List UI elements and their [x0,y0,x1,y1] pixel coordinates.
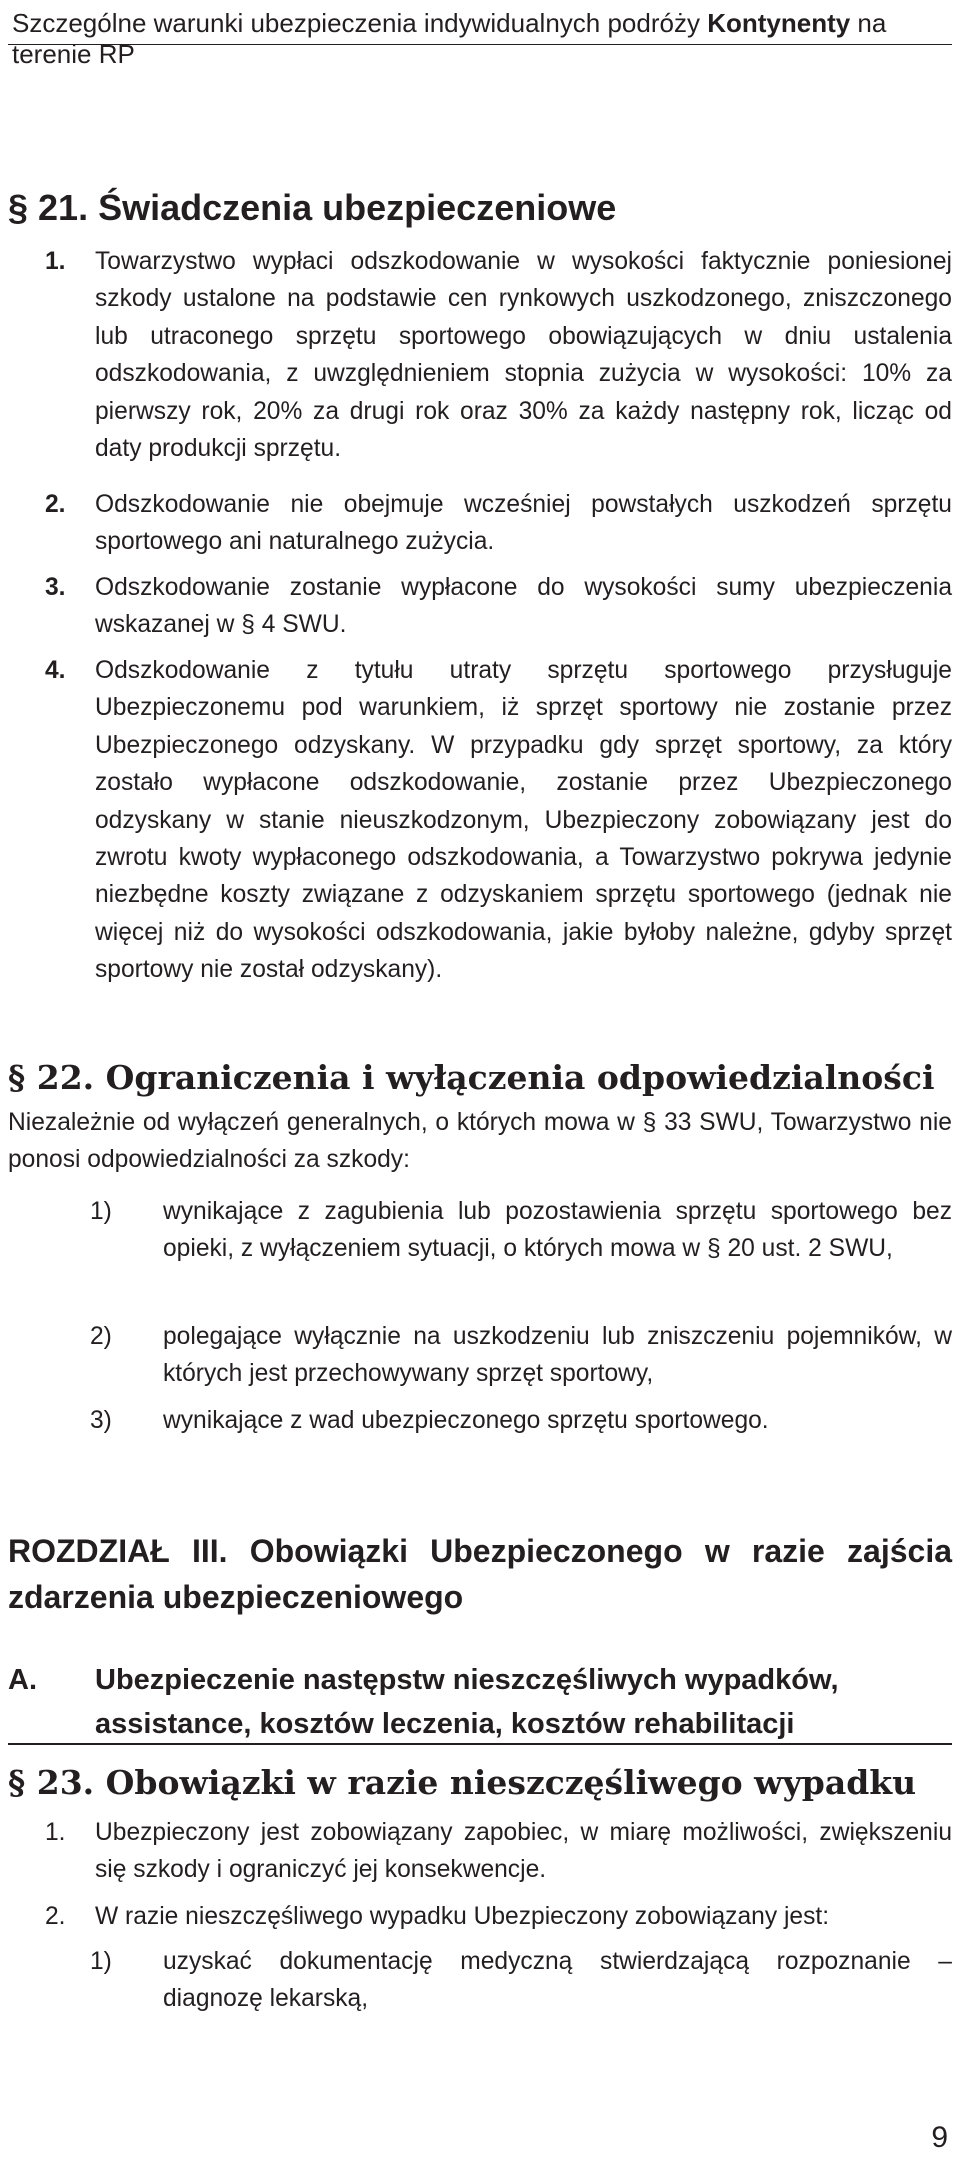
section-22-intro: Niezależnie od wyłączeń generalnych, o których mowa w § 33 SWU, Towarzystwo nie ponosi odpowiedzialności za szkody: [8,1109,952,1174]
section-21-item-2: Odszkodowanie nie obejmuje wcześniej powstałych uszkodzeń sprzętu sportowego ani naturalnego zużycia. [95,491,952,556]
section-22-title: § 22. Ograniczenia i wyłączenia odpowiedzialności [8,1058,935,1097]
part-a-title: Ubezpieczenie następstw nieszczęśliwych wypadków, assistance, kosztów leczenia, kosztów rehabilitacji [95,1664,839,1740]
item-number: 1) [90,1198,112,1225]
item-number: 2. [45,1903,66,1930]
section-22-item-3: wynikające z wad ubezpieczonego sprzętu sportowego. [163,1407,769,1434]
running-title-suffix: na terenie RP [12,8,887,69]
item-number: 4. [45,657,66,684]
item-number: 3. [45,574,66,601]
item-number: 1. [45,248,66,275]
item-number: 3) [90,1407,112,1434]
section-22-item-2: polegające wyłącznie na uszkodzeniu lub zniszczeniu pojemników, w których jest przechowywany sprzęt sportowy, [163,1323,952,1388]
running-header [12,8,960,70]
section-23-title: § 23. Obowiązki w razie nieszczęśliwego wypadku [8,1763,917,1802]
section-23-item-1: Ubezpieczony jest zobowiązany zapobiec, w miarę możliwości, zwiększeniu się szkody i ograniczyć jej konsekwencje. [95,1819,952,1884]
item-number: 2) [90,1323,112,1350]
running-title-brand: Kontynenty [707,8,851,38]
item-number: 1. [45,1819,66,1846]
section-23-item-2: W razie nieszczęśliwego wypadku Ubezpieczony zobowiązany jest: [95,1903,830,1930]
item-number: 2. [45,491,66,518]
part-a-letter: A. [8,1664,37,1696]
chapter-3-title: ROZDZIAŁ III. Obowiązki Ubezpieczonego w razie zajścia zdarzenia ubezpieczeniowego [8,1533,952,1615]
part-a-rule [8,1743,952,1745]
section-23-subitem-1: uzyskać dokumentację medyczną stwierdzającą rozpoznanie – diagnozę lekarską, [163,1948,952,2013]
running-title-prefix: Szczególne warunki ubezpieczenia indywidualnych podróży [12,8,708,38]
section-22-item-1: wynikające z zagubienia lub pozostawienia sprzętu sportowego bez opieki, z wyłączeniem sytuacji, o których mowa w § 20 ust. 2 SWU, [163,1198,952,1263]
section-21-title: § 21. Świadczenia ubezpieczeniowe [8,187,617,228]
section-21-item-1: Towarzystwo wypłaci odszkodowanie w wysokości faktycznie poniesionej szkody ustalone na podstawie cen rynkowych uszkodzonego, zniszczonego lub utraconego sprzętu sportowego obowiązujących w dniu ustalenia odszkodowania, z uwzględnieniem stopnia zużycia w wysokości: 10% za pierwszy rok, 20% za drugi rok oraz 30% za każdy następny rok, licząc od daty produkcji sprzętu. [95,248,952,463]
item-number: 1) [90,1948,112,1975]
section-21-item-3: Odszkodowanie zostanie wypłacone do wysokości sumy ubezpieczenia wskazanej w § 4 SWU. [95,574,952,639]
section-21-item-4: Odszkodowanie z tytułu utraty sprzętu sportowego przysługuje Ubezpieczonemu pod warunkiem, iż sprzęt sportowy nie zostanie przez Ubezpieczonego odzyskany. W przypadku gdy sprzęt sportowy, za który zostało wypłacone odszkodowanie, zostanie przez Ubezpieczonego odzyskany w stanie nieuszkodzonym, Ubezpieczony zobowiązany jest do zwrotu kwoty wypłaconego odszkodowania, a Towarzystwo pokrywa jedynie niezbędne koszty związane z odzyskaniem sprzętu sportowego (jednak nie więcej niż do wysokości odszkodowania, jakie byłoby należne, gdyby sprzęt sportowy nie został odzyskany). [95,657,952,984]
header-rule [8,44,952,45]
page-number: 9 [931,2121,948,2154]
